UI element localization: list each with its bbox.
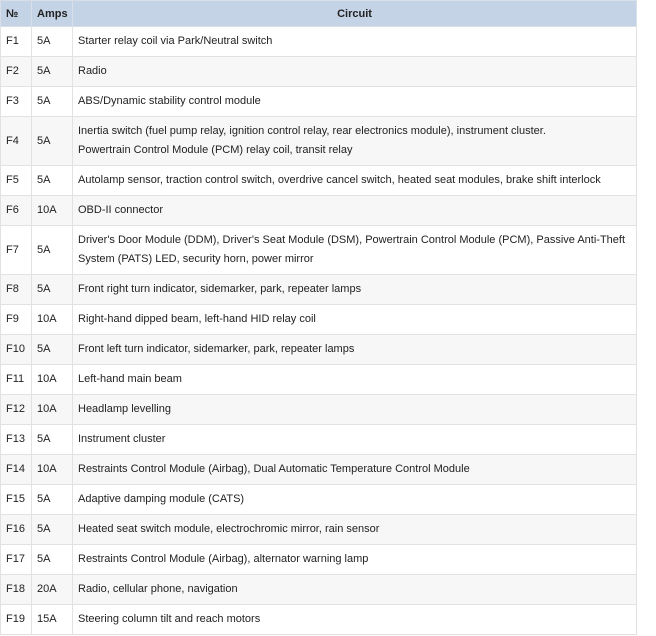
circuit-line: Steering column tilt and reach motors	[78, 613, 261, 625]
table-header-row	[1, 1, 637, 27]
fuse-circuit-cell	[73, 395, 637, 425]
fuse-circuit-cell	[73, 196, 637, 226]
circuit-line: Autolamp sensor, traction control switch, overdrive cancel switch, heated seat modules, brake shift interlock	[78, 174, 601, 186]
fuse-amps-cell: 5A	[32, 425, 73, 455]
fuse-number-cell: F7	[1, 226, 32, 275]
fuse-amps-cell: 10A	[32, 196, 73, 226]
fuse-circuit-cell	[73, 605, 637, 635]
fuse-circuit-cell	[73, 305, 637, 335]
table-row	[1, 166, 637, 196]
fuse-amps-cell: 5A	[32, 87, 73, 117]
circuit-line: Headlamp levelling	[78, 403, 171, 415]
table-row	[1, 545, 637, 575]
fuse-circuit-cell	[73, 166, 637, 196]
fuse-number-cell: F11	[1, 365, 32, 395]
circuit-line: Front left turn indicator, sidemarker, park, repeater lamps	[78, 343, 355, 355]
header-circuit: Circuit	[73, 1, 637, 27]
table-row	[1, 365, 637, 395]
fuse-amps-cell: 10A	[32, 455, 73, 485]
fuse-number-cell: F1	[1, 27, 32, 57]
table-row	[1, 515, 637, 545]
fuse-number-cell: F10	[1, 335, 32, 365]
table-row	[1, 335, 637, 365]
fuse-circuit-cell	[73, 27, 637, 57]
fuse-amps-cell: 10A	[32, 365, 73, 395]
circuit-line: Radio	[78, 65, 107, 77]
circuit-line: Driver's Door Module (DDM), Driver's Seat Module (DSM), Powertrain Control Module (PCM), Passive Anti-Theft	[78, 234, 626, 246]
fuse-amps-cell: 5A	[32, 545, 73, 575]
table-row	[1, 117, 637, 166]
fuse-amps-cell: 5A	[32, 57, 73, 87]
circuit-line: Powertrain Control Module (PCM) relay coil, transit relay	[78, 144, 353, 156]
fuse-number-cell: F6	[1, 196, 32, 226]
fuse-amps-cell: 20A	[32, 575, 73, 605]
fuse-number-cell: F9	[1, 305, 32, 335]
fuse-circuit-cell	[73, 485, 637, 515]
table-row	[1, 226, 637, 275]
circuit-line: Right-hand dipped beam, left-hand HID relay coil	[78, 313, 316, 325]
circuit-line: Instrument cluster	[78, 433, 166, 445]
table-row	[1, 87, 637, 117]
fuse-number-cell: F5	[1, 166, 32, 196]
fuse-amps-cell: 10A	[32, 395, 73, 425]
table-row	[1, 605, 637, 635]
table-row	[1, 425, 637, 455]
fuse-circuit-cell	[73, 117, 637, 166]
circuit-line: System (PATS) LED, security horn, power mirror	[78, 253, 314, 265]
circuit-line: Radio, cellular phone, navigation	[78, 583, 238, 595]
fuse-number-cell: F13	[1, 425, 32, 455]
fuse-amps-cell: 15A	[32, 605, 73, 635]
table-row	[1, 455, 637, 485]
fuse-number-cell: F8	[1, 275, 32, 305]
table-body	[1, 27, 637, 635]
fuse-number-cell: F4	[1, 117, 32, 166]
fuse-amps-cell: 5A	[32, 515, 73, 545]
fuse-number-cell: F16	[1, 515, 32, 545]
circuit-line: OBD-II connector	[78, 204, 163, 216]
fuse-amps-cell: 5A	[32, 117, 73, 166]
fuse-circuit-cell	[73, 275, 637, 305]
table-row	[1, 395, 637, 425]
fuse-circuit-cell	[73, 425, 637, 455]
fuse-amps-cell: 10A	[32, 305, 73, 335]
circuit-line: Inertia switch (fuel pump relay, ignition control relay, rear electronics module), instrument cluster.	[78, 125, 546, 137]
fuse-circuit-cell	[73, 365, 637, 395]
fuse-number-cell: F14	[1, 455, 32, 485]
header-no: №	[1, 1, 32, 27]
fuse-circuit-cell	[73, 226, 637, 275]
fuse-circuit-cell	[73, 575, 637, 605]
fuse-amps-cell: 5A	[32, 275, 73, 305]
fuse-circuit-cell	[73, 455, 637, 485]
fuse-number-cell: F2	[1, 57, 32, 87]
fuse-number-cell: F3	[1, 87, 32, 117]
circuit-line: Heated seat switch module, electrochromic mirror, rain sensor	[78, 523, 380, 535]
fuse-number-cell: F19	[1, 605, 32, 635]
circuit-line: Front right turn indicator, sidemarker, park, repeater lamps	[78, 283, 362, 295]
fuse-amps-cell: 5A	[32, 27, 73, 57]
circuit-line: Left-hand main beam	[78, 373, 182, 385]
fuse-amps-cell: 5A	[32, 335, 73, 365]
table-row	[1, 485, 637, 515]
table-row	[1, 575, 637, 605]
fuse-number-cell: F15	[1, 485, 32, 515]
fuse-circuit-cell	[73, 545, 637, 575]
fuse-circuit-cell	[73, 57, 637, 87]
circuit-line: Restraints Control Module (Airbag), alternator warning lamp	[78, 553, 369, 565]
circuit-line: ABS/Dynamic stability control module	[78, 95, 261, 107]
fuse-amps-cell: 5A	[32, 485, 73, 515]
table-row	[1, 27, 637, 57]
circuit-line: Restraints Control Module (Airbag), Dual Automatic Temperature Control Module	[78, 463, 470, 475]
fuse-number-cell: F18	[1, 575, 32, 605]
circuit-line: Adaptive damping module (CATS)	[78, 493, 245, 505]
table-row	[1, 275, 637, 305]
circuit-line: Starter relay coil via Park/Neutral switch	[78, 35, 273, 47]
table-row	[1, 305, 637, 335]
fuse-number-cell: F17	[1, 545, 32, 575]
fuse-amps-cell: 5A	[32, 226, 73, 275]
fuse-circuit-cell	[73, 335, 637, 365]
header-amps: Amps	[32, 1, 73, 27]
fuse-circuit-cell	[73, 515, 637, 545]
table-row	[1, 57, 637, 87]
fuse-number-cell: F12	[1, 395, 32, 425]
fuse-amps-cell: 5A	[32, 166, 73, 196]
table-row	[1, 196, 637, 226]
fuse-circuit-cell	[73, 87, 637, 117]
